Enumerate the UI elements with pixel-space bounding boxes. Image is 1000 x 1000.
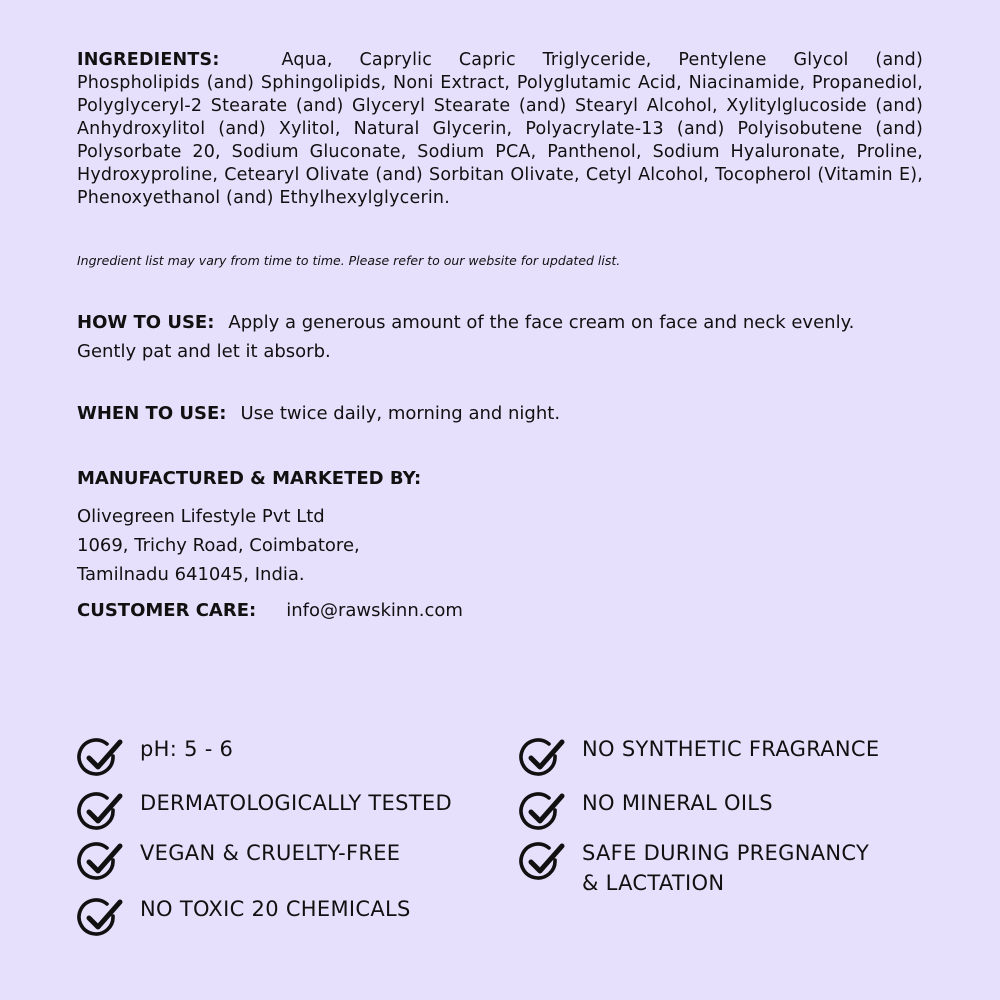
claim-no-mineral-oils <box>519 790 939 836</box>
check-circle-icon <box>519 840 565 886</box>
when-to-use-section <box>77 399 923 428</box>
address-line: 1069, Trichy Road, Coimbatore, <box>77 535 360 556</box>
claim-dermatologically-tested <box>77 790 497 836</box>
check-circle-icon <box>77 896 123 942</box>
claim-label: DERMATOLOGICALLY TESTED <box>140 791 452 815</box>
how-to-use-text: Apply a generous amount of the face cream on face and neck evenly. Gently pat and let it absorb. <box>77 312 855 362</box>
claim-label: SAFE DURING PREGNANCY <box>582 841 870 865</box>
customer-care-email: info@rawskinn.com <box>286 600 463 621</box>
customer-care-section <box>77 598 463 624</box>
check-circle-icon <box>77 840 123 886</box>
claim-vegan-cruelty-free <box>77 840 497 886</box>
claim-label-continued: & LACTATION <box>582 871 725 895</box>
when-to-use-text: Use twice daily, morning and night. <box>240 403 561 424</box>
ingredients-label: INGREDIENTS: <box>77 50 220 70</box>
check-circle-icon <box>77 790 123 836</box>
claim-label: NO SYNTHETIC FRAGRANCE <box>582 737 880 761</box>
ingredients-text: Aqua, Caprylic Capric Triglyceride, Pentylene Glycol (and) Phospholipids (and) Sphingolipids, Noni Extract, Polyglutamic Acid, Niacinamide, Propanediol, Polyglyceryl-2 Stearate (and) Glyceryl Stearate (and) Stearyl Alcohol, Xylitylglucoside (and) Anhydroxylitol (and) Xylitol, Natural Glycerin, Polyacrylate-13 (and) Polyisobutene (and) Polysorbate 20, Sodium Gluconate, Sodium PCA, Panthenol, Sodium Hyaluronate, Proline, Hydroxyproline, Cetearyl Olivate (and) Sorbitan Olivate, Cetyl Alcohol, Tocopherol (Vitamin E), Phenoxyethanol (and) Ethylhexylglycerin. <box>77 50 923 208</box>
how-to-use-label: HOW TO USE: <box>77 312 215 333</box>
claim-no-toxic-chemicals <box>77 896 497 942</box>
check-circle-icon <box>519 790 565 836</box>
manufacturer-label: MANUFACTURED & MARKETED BY: <box>77 468 422 489</box>
ingredients-note: Ingredient list may vary from time to time. Please refer to our website for updated list. <box>77 253 621 268</box>
claim-label: NO MINERAL OILS <box>582 791 773 815</box>
claim-label: pH: 5 - 6 <box>140 737 234 761</box>
manufacturer-address <box>77 502 360 589</box>
claim-safe-pregnancy-lactation <box>519 840 939 916</box>
address-line: Olivegreen Lifestyle Pvt Ltd <box>77 506 325 527</box>
when-to-use-label: WHEN TO USE: <box>77 403 227 424</box>
claim-label: NO TOXIC 20 CHEMICALS <box>140 897 411 921</box>
claim-ph <box>77 736 497 782</box>
claim-label: VEGAN & CRUELTY-FREE <box>140 841 401 865</box>
ingredients-section <box>77 49 923 210</box>
customer-care-label: CUSTOMER CARE: <box>77 600 257 621</box>
how-to-use-section <box>77 308 897 366</box>
address-line: Tamilnadu 641045, India. <box>77 564 305 585</box>
check-circle-icon <box>519 736 565 782</box>
check-circle-icon <box>77 736 123 782</box>
claim-no-synthetic-fragrance <box>519 736 939 782</box>
